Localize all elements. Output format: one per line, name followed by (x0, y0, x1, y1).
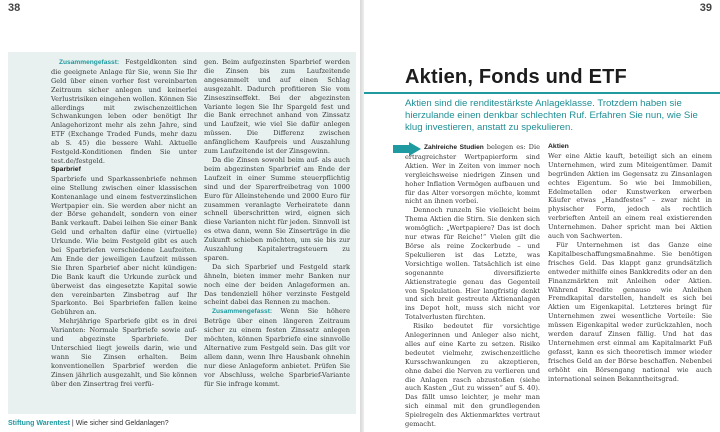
page-number-right: 39 (699, 2, 712, 14)
summary-paragraph-festgeld: Zusammengefasst: Festgeldkonten sind die geeignete Anlage für Sie, wenn Sie Ihr Geld über einen vorher fest vereinbarten Zeitraum sicher anlegen und keinerlei Verlustrisiken eingehen wollen. Können Sie allerdings mit zwischenzeitlichen Schwankungen leben oder benötigt Ihr Anlagehorizont mehr als zehn Jahre, sind ETF (Exchange Traded Funds, mehr dazu ab S. 45) die bessere Wahl. Aktuelle Festgeld-Konditionen finden Sie unter test.de/festgeld. (51, 58, 197, 165)
page-footer: Stiftung Warentest | Wie sicher sind Geldanlagen? (8, 420, 169, 427)
paragraph: Da sich Sparbrief und Festgeld stark ähneln, bieten immer mehr Banken nur noch eine der beiden Anlageformen an. Das tendenziell höher verzinste Festgeld scheint dabei das Rennen zu machen. (204, 262, 350, 307)
intro-paragraph: Zahlreiche Studien belegen es: Die ertragreichster Wertpapierform sind Aktien. Wer in Zeiten von immer noch vergleichsweise niedrigen Zinsen und hoher Inflation Vermögen aufbauen und für das Alter vorsorgen möchte, kommt nicht an ihnen vorbei. (405, 143, 540, 206)
summary-label: Zusammengefasst: (212, 308, 273, 316)
right-column-2 (548, 143, 712, 415)
chapter-lead: Aktien sind die renditestärkste Anlageklasse. Trotzdem haben sie hierzulande einen denkbar schlechten Ruf. Erfahren Sie nun, wie Sie klug investieren, anstatt zu spekulieren. (405, 98, 698, 133)
section-heading-sparbrief: Sparbrief (51, 165, 81, 173)
paragraph: Für Unternehmen ist das Ganze eine Kapitalbeschaffungsmaßnahme. Sie benötigen frisches Geld. Das klappt ganz grundsätzlich entweder mithilfe eines Bankkredits oder an den Finanzmärkten mit Anleihen oder Aktien. Während Kredite genauso wie Anleihen Fremdkapital darstellen, handelt es sich bei Aktien um Eigenkapital. Letzteres bringt für Unternehmen zwei wesentliche Vorteile: Sie müssen Eigenkapital weder zurückzahlen, noch werden darauf Zinsen fällig. Und hat das Unternehmen erst einmal am Kapitalmarkt Fuß gefasst, kann es sich theoretisch immer wieder frisches Geld an der Börse beschaffen. Nebenbei erhöht ein Börsengang national wie auch international seinen Bekanntheitsgrad. (548, 240, 712, 383)
section-heading-aktien: Aktien (548, 143, 569, 150)
left-column-1 (51, 58, 197, 414)
title-rule (364, 92, 720, 94)
footer-brand: Stiftung Warentest (8, 420, 70, 427)
paragraph: Sparbriefe und Sparkassenbriefe nehmen eine Stellung zwischen einer klassischen Kontenanlage und einem festverzinslichen Wertpapier ein. Sie werden aber nicht an der Börse gehandelt, sondern von einer Bank verkauft. Dabei leihen Sie einer Bank Geld und erhalten dafür eine (virtuelle) Urkunde. Wie beim Festgeld gibt es auch bei Sparbriefen verschiedene Laufzeiten. Am Ende der jeweiligen Laufzeit müssen Sie Ihren Sparbrief aber nicht kündigen: Die Bank kauft die Urkunde zurück und überweist das eingesetzte Kapital sowie den vereinbarten Zinsbetrag auf Ihr Sparkonto. Bei Sparbriefen fallen keine Gebühren an. (51, 174, 197, 317)
paragraph: Risiko bedeutet für vorsichtige Anlegerinnen und Anleger also nicht, alles auf eine Karte zu setzen. Risiko bedeutet vielmehr, zwischenzeitliche Kursschwankungen zu akzeptieren, ohne dabei die Nerven zu verlieren und die Anlagen rasch abzustoßen (siehe auch Kasten „Gut zu wissen“ auf S. 40). Das fällt umso leichter, je mehr man sich einmal mit den grundlegenden Spielregeln des Aktienmarktes vertraut gemacht. (405, 322, 540, 429)
paragraph: Mehrjährige Sparbriefe gibt es in drei Varianten: Normale Sparbriefe sowie auf- und abgezinste Sparbriefe. Der Unterschied liegt jeweils darin, wie und wann Sie Zinsen erhalten. Beim konventionellen Sparbrief werden die Zinsen jährlich ausgezahlt, und Sie können über den Zinsertrag frei verfü- (51, 317, 197, 388)
left-column-2 (204, 58, 350, 414)
intro-label: Zahlreiche Studien (424, 144, 484, 151)
summary-label: Zusammengefasst: (59, 59, 120, 66)
right-column-1 (405, 143, 540, 429)
summary-paragraph-sparbrief: Zusammengefasst: Wenn Sie höhere Beträge über einen längeren Zeitraum sicher zu einem festen Zinssatz anlegen möchten, können Sparbriefe eine sinnvolle Alternative zum Festgeld sein. Das gilt vor allem dann, wenn Ihre Hausbank ohnehin nur diese Anlageform anbietet. Prüfen Sie vor Abschluss, welche Sparbrief-Variante für Sie infrage kommt. (204, 307, 350, 388)
paragraph: Wer eine Aktie kauft, beteiligt sich an einem Unternehmen, wird zum Miteigentümer. Damit begründen Aktien im Gegensatz zu Zinsanlagen echtes Eigentum. So wie bei Immobilien, Edelmetallen oder Kunstwerken erwerben Käufer etwas „Handfestes“ – zwar nicht in physischer Form, jedoch als rechtlich verbrieften Anteil an einem real existierenden Unternehmen. Daher spricht man bei Aktien auch von Sachwerten. (548, 151, 712, 241)
paragraph: gen. Beim aufgezinsten Sparbrief werden die Zinsen bis zum Laufzeitende angesammelt und auf einen Schlag ausgezahlt. Dadurch profitieren Sie vom Zinseszinseffekt. Bei der abgezinsten Variante legen Sie Ihr Spargeld fest und die Bank errechnet anhand von Zinssatz und Laufzeit, wie viel Sie dafür anlegen müssen. Die Differenz zwischen anfänglichem Kaufpreis und Auszahlung zum Laufzeitende ist der Zinsgewinn. (204, 58, 350, 156)
paragraph: Da die Zinsen sowohl beim auf- als auch beim abgezinsten Sparbrief am Ende der Laufzeit in einer Summe steuerpflichtig sind und der Sparerfreibetrag von 1000 Euro für Alleinstehende und 2000 Euro für zusammen veranlagte Verheiratete dann schnell überschritten wird, eignen sich diese Varianten nicht für jeden. Sinnvoll ist es etwa dann, wenn Sie Zinserträge in die Zukunft schieben möchten, um sie bis zur Auszahlung Kapitalertragsteuern zu sparen. (204, 155, 350, 262)
page-number-left: 38 (8, 2, 21, 14)
footer-title: Wie sicher sind Geldanlagen? (75, 420, 169, 427)
paragraph: Dennoch runzeln Sie vielleicht beim Thema Aktien die Stirn. Sie denken sich womöglich: „Wertpapiere? Das ist doch nur etwas für Reiche!“ Vielen gilt die Börse als reine Zockerbude – und Spekulieren ist das Letzte, was Vorsichtige wollen. Tatsächlich ist eine sogenannte diversifizierte Aktienstrategie genau das Gegenteil von Spekulation. Hier langfristig denkt und sich breit gestreute Aktienanlagen ins Depot holt, muss sich nicht vor Totalverlusten fürchten. (405, 206, 540, 322)
chapter-title: Aktien, Fonds und ETF (405, 66, 627, 88)
